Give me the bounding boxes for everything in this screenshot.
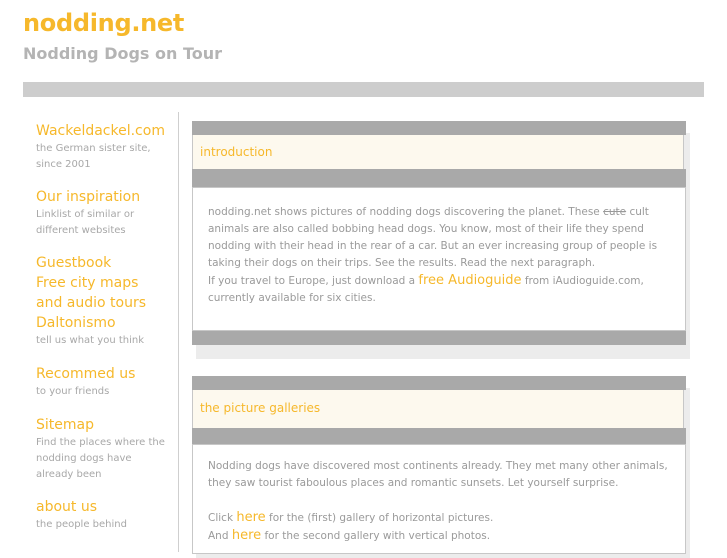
wackeldackel-link[interactable]: Wackeldackel.com xyxy=(36,123,165,139)
intro-audioguide-line xyxy=(208,272,670,307)
header-divider-bar xyxy=(23,82,704,97)
audioguide-pre: If you travel to Europe, just download a xyxy=(208,275,419,287)
gallery-vertical-link[interactable]: here xyxy=(231,528,262,543)
guestbook-link[interactable]: Guestbook xyxy=(36,255,112,271)
sidebar-item-wackeldackel xyxy=(36,121,165,173)
sidebar-item-recommend xyxy=(36,364,135,400)
galleries-title: the picture galleries xyxy=(192,390,684,428)
gallery2-pre: And xyxy=(208,530,232,542)
gallery-vertical-line xyxy=(208,527,670,545)
sidebar-item-guestbook xyxy=(36,253,111,273)
inspiration-desc: Linklist of similar or different websites xyxy=(36,209,135,236)
gallery1-pre: Click xyxy=(208,512,237,524)
gallery-horizontal-link[interactable]: here xyxy=(236,510,266,525)
about-link[interactable]: about us xyxy=(36,499,98,515)
sidebar-item-about xyxy=(36,497,127,533)
daltonismo-desc: tell us what you think xyxy=(36,335,144,346)
galleries-top-bar xyxy=(192,376,686,390)
intro-mid-bar xyxy=(192,169,686,187)
intro-body xyxy=(192,187,686,331)
galleries-panel xyxy=(192,376,686,556)
sitemap-link[interactable]: Sitemap xyxy=(36,417,94,433)
site-tagline: Nodding Dogs on Tour xyxy=(23,44,223,63)
intro-bottom-bar xyxy=(192,331,686,345)
sidebar-item-inspiration xyxy=(36,187,146,239)
sidebar-nav xyxy=(23,112,179,552)
intro-title: introduction xyxy=(192,135,684,169)
recommend-link[interactable]: Recommed us xyxy=(36,366,136,382)
gallery1-post: for the (first) gallery of horizontal pictures. xyxy=(265,512,494,524)
galleries-paragraph: Nodding dogs have discovered most continents already. They met many other animals, they saw tourist faboulous places and romantic sunsets. Let yourself surprise. xyxy=(208,460,668,489)
sidebar-item-city-maps xyxy=(36,273,168,313)
intro-paragraph xyxy=(208,204,670,272)
about-desc: the people behind xyxy=(36,519,127,530)
sitemap-desc: Find the places where the nodding dogs have already been xyxy=(36,437,165,480)
intro-panel xyxy=(192,121,686,347)
recommend-desc: to your friends xyxy=(36,386,110,397)
wackeldackel-desc: the German sister site, since 2001 xyxy=(36,143,151,170)
inspiration-link[interactable]: Our inspiration xyxy=(36,189,141,205)
galleries-body xyxy=(192,444,686,554)
intro-strike-word: cute xyxy=(603,206,627,218)
audioguide-post: from iAudioguide.com, currently available for six cities. xyxy=(208,275,644,304)
intro-text-b: cult animals are also called bobbing head dogs. You know, most of their life they spend nodding with their head in the rear of a car. But an ever increasing group of people is taking their dogs on their trips. See the results. Read the next paragraph. xyxy=(208,206,658,269)
sidebar-item-daltonismo xyxy=(36,313,144,349)
site-title[interactable]: nodding.net xyxy=(23,9,185,37)
gallery2-post: for the second gallery with vertical photos. xyxy=(261,530,491,542)
intro-top-bar xyxy=(192,121,686,135)
city-maps-link[interactable]: Free city maps and audio tours xyxy=(36,275,147,311)
audioguide-link[interactable]: free Audioguide xyxy=(418,273,522,288)
intro-text-a: nodding.net shows pictures of nodding dogs discovering the planet. These xyxy=(208,206,604,218)
daltonismo-link[interactable]: Daltonismo xyxy=(36,315,116,331)
galleries-mid-bar xyxy=(192,428,686,444)
sidebar-item-sitemap xyxy=(36,415,166,483)
gallery-horizontal-line xyxy=(208,509,670,527)
